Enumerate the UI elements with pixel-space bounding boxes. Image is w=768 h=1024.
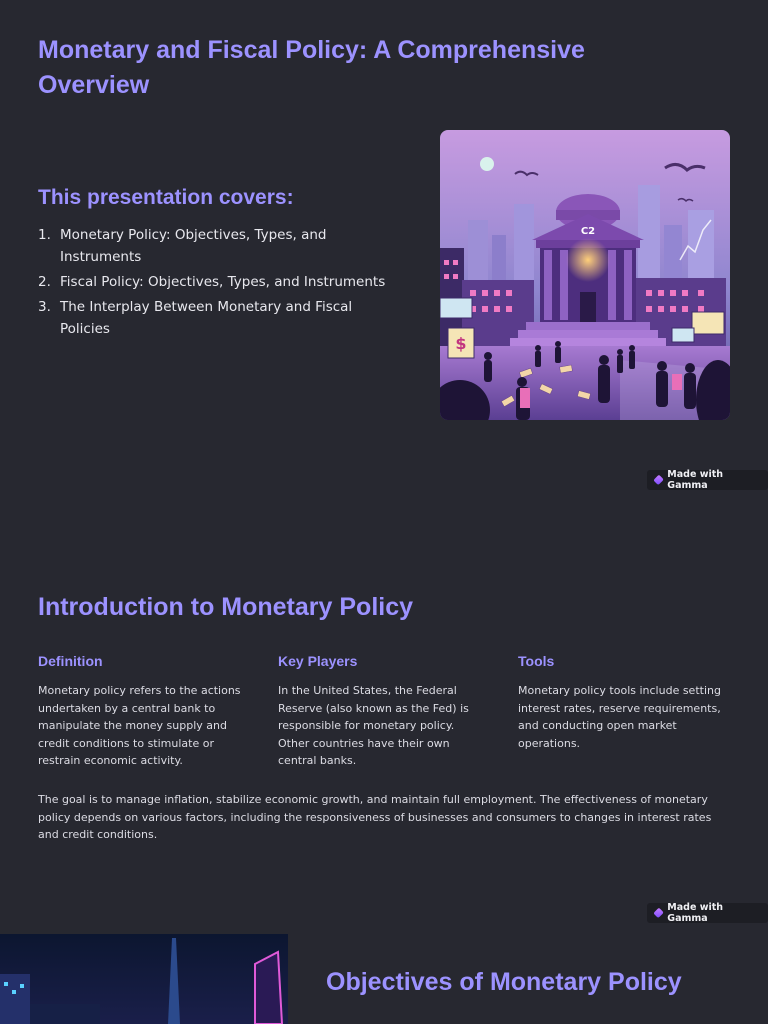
gamma-gem-icon — [653, 908, 664, 919]
goal-paragraph: The goal is to manage inflation, stabilize economic growth, and maintain full employment. The effectiveness of monetary policy depends on various factors, including the responsiveness of businesses and consumers to changes in interest rates and credit conditions. — [38, 793, 712, 842]
badge-label: Made with Gamma — [667, 469, 724, 491]
column-body: Monetary policy tools include setting interest rates, reserve requirements, and conducting open market operations. — [518, 684, 721, 750]
list-item-text: Monetary Policy: Objectives, Types, and Instruments — [60, 227, 327, 265]
central-bank-illustration — [440, 130, 730, 420]
column-heading: Definition — [38, 653, 103, 669]
slide3-title: Objectives of Monetary Policy — [326, 968, 682, 996]
list-item-number: 3. — [38, 299, 51, 315]
gamma-gem-icon — [653, 475, 664, 486]
slide2-title: Introduction to Monetary Policy — [38, 593, 414, 621]
slide3-illustration — [0, 934, 288, 1024]
svg-text:$: $ — [455, 334, 467, 353]
key-players-column — [278, 653, 488, 770]
bank-sign-text: C2 — [580, 226, 596, 237]
column-heading: Tools — [518, 653, 555, 669]
column-body: In the United States, the Federal Reserve (also known as the Fed) is responsible for monetary policy. Other countries have their own central banks. — [278, 684, 469, 768]
tools-column — [518, 653, 728, 752]
list-item-number: 1. — [38, 227, 51, 243]
list-item — [38, 224, 398, 268]
covers-list — [38, 224, 398, 343]
covers-heading: This presentation covers: — [38, 186, 294, 209]
list-item — [38, 271, 398, 293]
badge-label: Made with Gamma — [667, 902, 724, 924]
made-with-gamma-badge[interactable] — [647, 470, 768, 490]
made-with-gamma-badge[interactable] — [647, 903, 768, 923]
list-item-number: 2. — [38, 274, 51, 290]
list-item-text: Fiscal Policy: Objectives, Types, and Instruments — [60, 274, 386, 290]
list-item — [38, 296, 398, 340]
slide1-title: Monetary and Fiscal Policy: A Comprehensive Overview — [38, 36, 585, 99]
definition-column — [38, 653, 248, 770]
column-body: Monetary policy refers to the actions undertaken by a central bank to manipulate the money supply and credit conditions to stimulate or restrain economic activity. — [38, 684, 241, 768]
list-item-text: The Interplay Between Monetary and Fiscal Policies — [60, 299, 353, 337]
column-heading: Key Players — [278, 653, 358, 669]
